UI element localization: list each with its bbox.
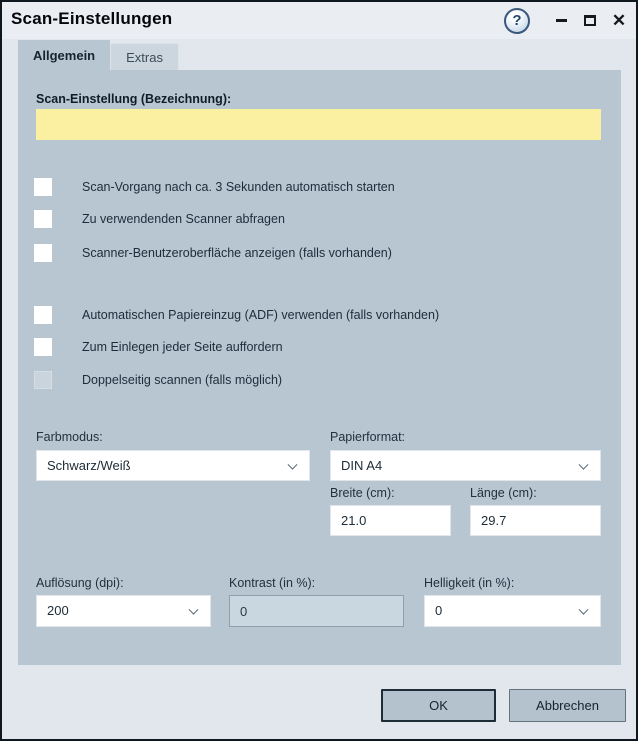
adf-checkbox[interactable] <box>34 306 52 324</box>
setting-name-label: Scan-Einstellung (Bezeichnung): <box>36 92 232 106</box>
aufloesung-label: Auflösung (dpi): <box>36 576 124 590</box>
help-button[interactable] <box>504 8 530 34</box>
seite-auffordern-label: Zum Einlegen jeder Seite auffordern <box>82 340 283 354</box>
autostart-label: Scan-Vorgang nach ca. 3 Sekunden automatisch starten <box>82 180 395 194</box>
autostart-checkbox[interactable] <box>34 178 52 196</box>
window-title: Scan-Einstellungen <box>11 9 173 28</box>
titlebar <box>2 2 636 39</box>
scanner-abfragen-label: Zu verwendenden Scanner abfragen <box>82 212 285 226</box>
tab-bar <box>18 40 179 70</box>
close-icon: ✕ <box>611 11 627 30</box>
kontrast-label: Kontrast (in %): <box>229 576 316 590</box>
papierformat-label: Papierformat: <box>330 430 406 444</box>
kontrast-input <box>229 595 404 627</box>
breite-label: Breite (cm): <box>330 486 395 500</box>
cancel-button[interactable]: Abbrechen <box>509 689 626 722</box>
seite-auffordern-checkbox[interactable] <box>34 338 52 356</box>
breite-input[interactable] <box>330 505 451 536</box>
papierformat-select[interactable] <box>330 450 601 481</box>
laenge-input[interactable] <box>470 505 601 536</box>
chevron-down-icon <box>189 605 199 615</box>
papierformat-value: DIN A4 <box>341 458 383 473</box>
help-icon: ? <box>512 12 522 29</box>
setting-name-input[interactable] <box>36 109 601 140</box>
farbmodus-value: Schwarz/Weiß <box>47 458 131 473</box>
ok-button[interactable]: OK <box>381 689 496 722</box>
helligkeit-value: 0 <box>435 603 443 618</box>
tab-extras[interactable]: Extras <box>110 43 179 70</box>
dialog-footer <box>2 665 636 739</box>
chevron-down-icon <box>579 459 589 469</box>
helligkeit-select[interactable] <box>424 595 601 627</box>
maximize-button[interactable] <box>579 6 601 36</box>
aufloesung-select[interactable] <box>36 595 211 627</box>
window-controls <box>504 2 632 39</box>
adf-label: Automatischen Papiereinzug (ADF) verwenden (falls vorhanden) <box>82 308 440 322</box>
aufloesung-value: 200 <box>47 603 69 618</box>
laenge-label: Länge (cm): <box>470 486 537 500</box>
chevron-down-icon <box>579 605 589 615</box>
farbmodus-label: Farbmodus: <box>36 430 103 444</box>
minimize-button[interactable] <box>550 6 572 36</box>
general-tab-panel <box>18 70 621 665</box>
farbmodus-select[interactable] <box>36 450 310 481</box>
scanner-abfragen-checkbox[interactable] <box>34 210 52 228</box>
chevron-down-icon <box>288 459 298 469</box>
duplex-label: Doppelseitig scannen (falls möglich) <box>82 373 283 387</box>
close-button[interactable] <box>608 6 630 36</box>
helligkeit-label: Helligkeit (in %): <box>424 576 515 590</box>
tab-allgemein[interactable]: Allgemein <box>18 40 110 70</box>
maximize-icon <box>584 15 596 26</box>
minimize-icon <box>556 19 567 22</box>
duplex-checkbox <box>34 371 52 389</box>
scanner-ui-checkbox[interactable] <box>34 244 52 262</box>
scanner-ui-label: Scanner-Benutzeroberfläche anzeigen (falls vorhanden) <box>82 246 392 260</box>
